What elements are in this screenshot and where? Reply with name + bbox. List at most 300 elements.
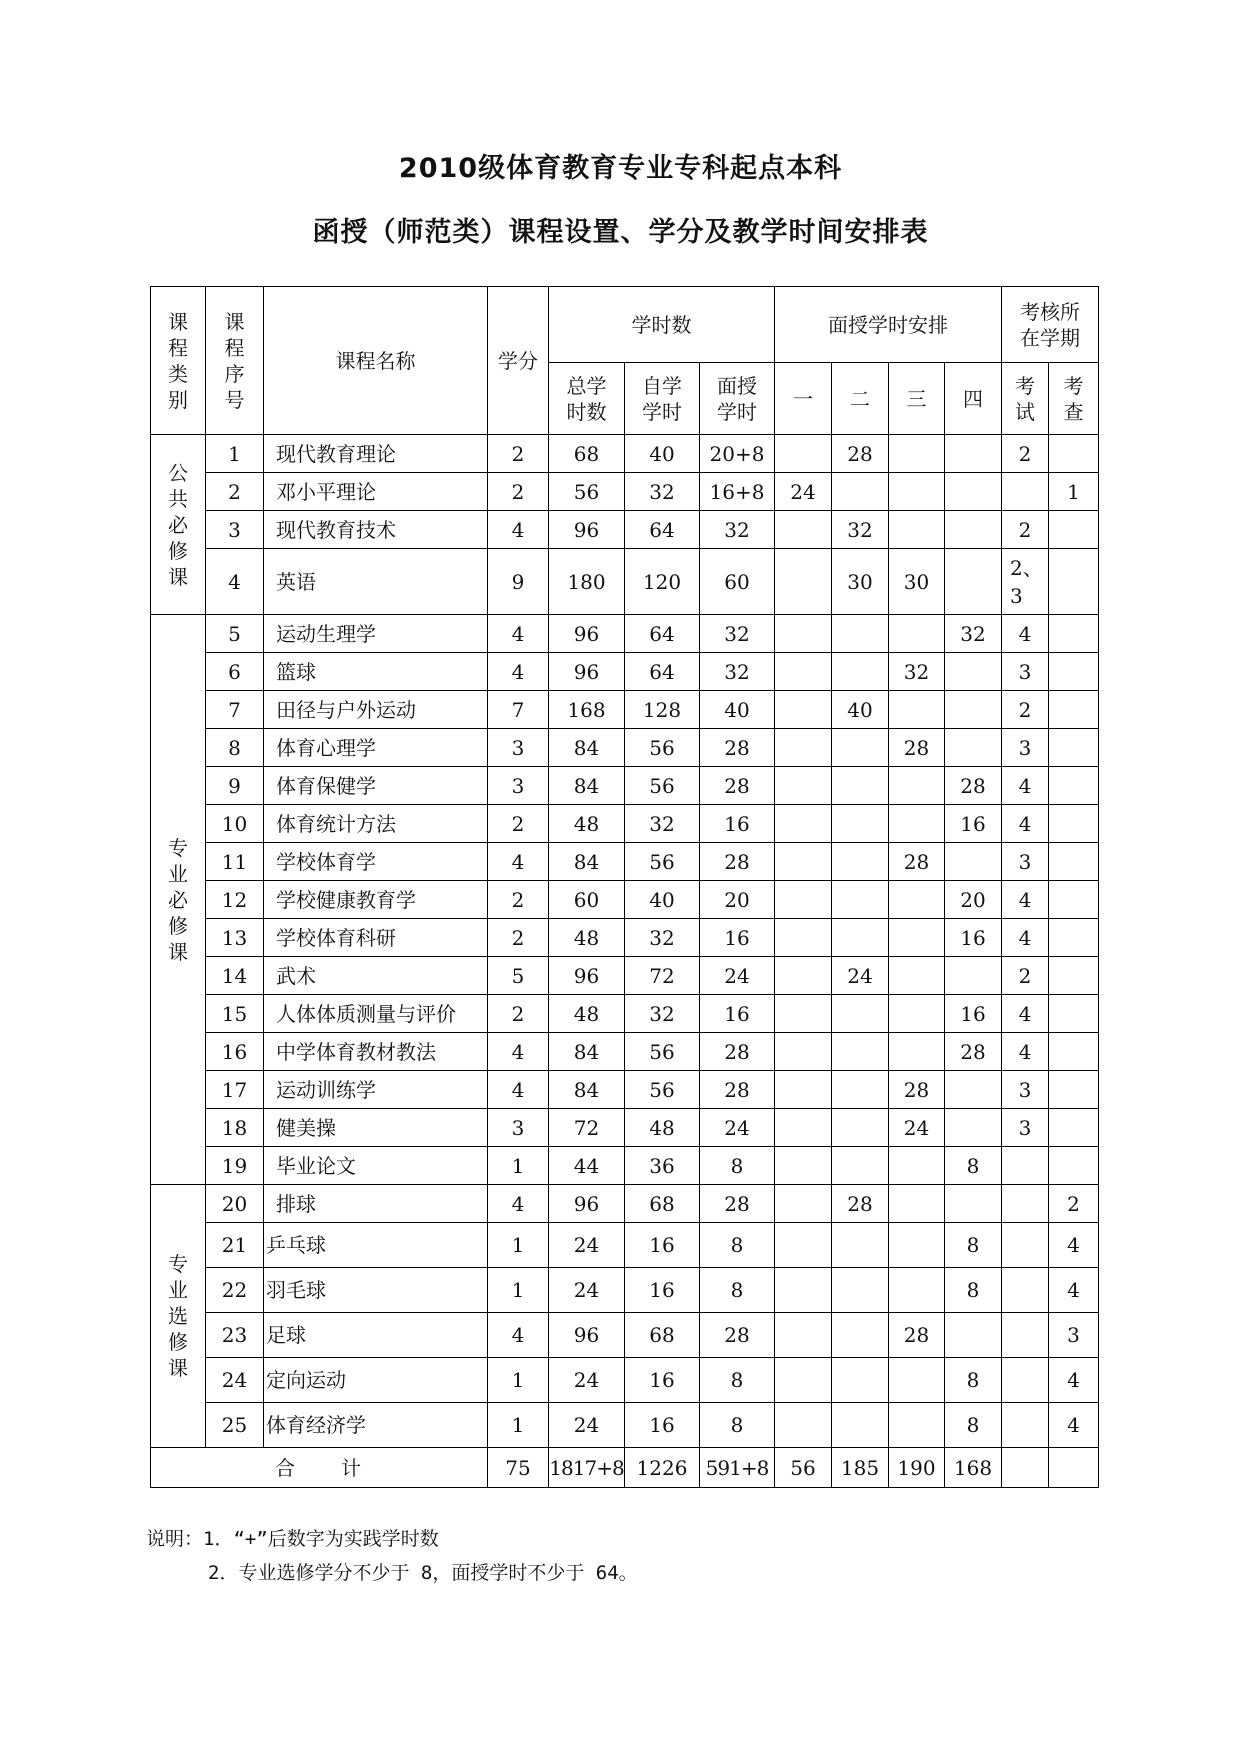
cell-credit: 1 <box>488 1403 549 1448</box>
cell-s4 <box>945 1071 1002 1109</box>
cell-total: 180 <box>549 549 625 615</box>
cell-exam <box>1002 1223 1049 1268</box>
cell-check <box>1049 1109 1099 1147</box>
cell-exam: 4 <box>1002 919 1049 957</box>
cell-credit: 2 <box>488 881 549 919</box>
cell-s3 <box>889 767 945 805</box>
cell-face: 8 <box>700 1358 775 1403</box>
cell-s2 <box>832 1313 889 1358</box>
cell-self: 48 <box>625 1109 700 1147</box>
cell-total: 84 <box>549 767 625 805</box>
document-title-line1: 2010级体育教育专业专科起点本科 <box>398 153 843 184</box>
table-row <box>151 1071 1099 1109</box>
cell-s2 <box>832 1403 889 1448</box>
cell-face: 28 <box>700 843 775 881</box>
course-no-cell: 13 <box>206 919 264 957</box>
header-self: 自学学时 <box>625 363 700 435</box>
cell-total: 44 <box>549 1147 625 1185</box>
cell-self: 32 <box>625 995 700 1033</box>
cell-total: 48 <box>549 995 625 1033</box>
cell-self: 16 <box>625 1403 700 1448</box>
cell-s1 <box>775 615 832 653</box>
course-no-cell: 18 <box>206 1109 264 1147</box>
table-row <box>151 1358 1099 1403</box>
cell-s1 <box>775 881 832 919</box>
header-exam: 考试 <box>1002 363 1049 435</box>
header-sem2: 二 <box>832 363 889 435</box>
cell-s2: 28 <box>832 1185 889 1223</box>
cell-s4 <box>945 1185 1002 1223</box>
note-2: 2．专业选修学分不少于 8，面授学时不少于 64。 <box>208 1562 638 1584</box>
cell-check: 2 <box>1049 1185 1099 1223</box>
course-no-cell: 10 <box>206 805 264 843</box>
cell-s4: 8 <box>945 1268 1002 1313</box>
table-row <box>151 767 1099 805</box>
course-name-cell: 体育保健学 <box>264 767 488 805</box>
total-s2: 185 <box>832 1448 889 1488</box>
course-no-cell: 12 <box>206 881 264 919</box>
course-name-cell: 武术 <box>264 957 488 995</box>
table-row <box>151 1403 1099 1448</box>
cell-exam: 2、3 <box>1002 549 1049 615</box>
course-no-cell: 23 <box>206 1313 264 1358</box>
cell-credit: 4 <box>488 1313 549 1358</box>
table-row <box>151 1147 1099 1185</box>
cell-check <box>1049 729 1099 767</box>
course-no-cell: 9 <box>206 767 264 805</box>
cell-s2 <box>832 805 889 843</box>
cell-s3 <box>889 1147 945 1185</box>
cell-face: 28 <box>700 767 775 805</box>
cell-check: 1 <box>1049 473 1099 511</box>
header-category: 课程类别 <box>151 287 206 435</box>
cell-face: 16 <box>700 919 775 957</box>
table-row <box>151 1185 1099 1223</box>
table-row <box>151 549 1099 615</box>
cell-credit: 9 <box>488 549 549 615</box>
cell-total: 24 <box>549 1403 625 1448</box>
cell-exam <box>1002 1185 1049 1223</box>
cell-face: 24 <box>700 957 775 995</box>
cell-s4: 28 <box>945 1033 1002 1071</box>
course-name-cell: 羽毛球 <box>264 1268 488 1313</box>
cell-check: 4 <box>1049 1268 1099 1313</box>
course-no-cell: 17 <box>206 1071 264 1109</box>
cell-s4: 8 <box>945 1147 1002 1185</box>
cell-credit: 1 <box>488 1358 549 1403</box>
cell-self: 64 <box>625 511 700 549</box>
cell-self: 68 <box>625 1185 700 1223</box>
cell-s4 <box>945 843 1002 881</box>
course-name-cell: 毕业论文 <box>264 1147 488 1185</box>
course-name-cell: 排球 <box>264 1185 488 1223</box>
cell-s1 <box>775 1071 832 1109</box>
cell-face: 8 <box>700 1147 775 1185</box>
course-name-cell: 运动训练学 <box>264 1071 488 1109</box>
cell-credit: 2 <box>488 805 549 843</box>
table-row <box>151 881 1099 919</box>
cell-exam: 4 <box>1002 615 1049 653</box>
cell-s3 <box>889 805 945 843</box>
table-row <box>151 653 1099 691</box>
cell-check: 4 <box>1049 1223 1099 1268</box>
course-name-cell: 体育心理学 <box>264 729 488 767</box>
course-no-cell: 4 <box>206 549 264 615</box>
cell-s1 <box>775 767 832 805</box>
cell-s4: 8 <box>945 1403 1002 1448</box>
cell-total: 96 <box>549 1313 625 1358</box>
total-check <box>1049 1448 1099 1488</box>
cell-face: 32 <box>700 511 775 549</box>
cell-self: 16 <box>625 1223 700 1268</box>
cell-s3 <box>889 1403 945 1448</box>
cell-s4: 32 <box>945 615 1002 653</box>
cell-self: 36 <box>625 1147 700 1185</box>
cell-check <box>1049 691 1099 729</box>
cell-face: 28 <box>700 1033 775 1071</box>
cell-s2 <box>832 729 889 767</box>
total-self: 1226 <box>625 1448 700 1488</box>
cell-face: 20 <box>700 881 775 919</box>
course-name-cell: 定向运动 <box>264 1358 488 1403</box>
cell-s4 <box>945 957 1002 995</box>
course-no-cell: 5 <box>206 615 264 653</box>
cell-s4: 8 <box>945 1223 1002 1268</box>
table-row <box>151 1223 1099 1268</box>
cell-s1 <box>775 1313 832 1358</box>
cell-self: 64 <box>625 653 700 691</box>
cell-s1 <box>775 1185 832 1223</box>
header-sem4: 四 <box>945 363 1002 435</box>
course-name-cell: 体育统计方法 <box>264 805 488 843</box>
cell-s4: 28 <box>945 767 1002 805</box>
cell-exam: 3 <box>1002 653 1049 691</box>
cell-face: 60 <box>700 549 775 615</box>
cell-s3 <box>889 957 945 995</box>
cell-self: 32 <box>625 919 700 957</box>
cell-exam: 2 <box>1002 957 1049 995</box>
cell-s2 <box>832 653 889 691</box>
table-row <box>151 995 1099 1033</box>
header-total: 总学时数 <box>549 363 625 435</box>
cell-s2 <box>832 1033 889 1071</box>
cell-self: 72 <box>625 957 700 995</box>
cell-total: 48 <box>549 919 625 957</box>
cell-check: 4 <box>1049 1358 1099 1403</box>
cell-face: 28 <box>700 1071 775 1109</box>
course-no-cell: 19 <box>206 1147 264 1185</box>
cell-s1 <box>775 1358 832 1403</box>
cell-self: 120 <box>625 549 700 615</box>
cell-total: 168 <box>549 691 625 729</box>
header-sem3: 三 <box>889 363 945 435</box>
header-seq: 课程序号 <box>206 287 264 435</box>
total-credit: 75 <box>488 1448 549 1488</box>
cell-s2: 40 <box>832 691 889 729</box>
cell-s2 <box>832 1358 889 1403</box>
cell-self: 68 <box>625 1313 700 1358</box>
cell-credit: 4 <box>488 1185 549 1223</box>
total-s3: 190 <box>889 1448 945 1488</box>
cell-total: 84 <box>549 1033 625 1071</box>
cell-exam: 2 <box>1002 435 1049 473</box>
cell-s4: 16 <box>945 805 1002 843</box>
course-name-cell: 健美操 <box>264 1109 488 1147</box>
cell-s1: 24 <box>775 473 832 511</box>
cell-total: 96 <box>549 511 625 549</box>
cell-credit: 3 <box>488 729 549 767</box>
cell-credit: 4 <box>488 615 549 653</box>
table-row <box>151 1033 1099 1071</box>
cell-face: 16+8 <box>700 473 775 511</box>
cell-s4: 20 <box>945 881 1002 919</box>
cell-s4: 8 <box>945 1358 1002 1403</box>
cell-self: 40 <box>625 881 700 919</box>
cell-total: 84 <box>549 843 625 881</box>
cell-total: 96 <box>549 615 625 653</box>
cell-check <box>1049 511 1099 549</box>
cell-check <box>1049 653 1099 691</box>
category-cell-major-elective: 专业选修课 <box>151 1185 206 1448</box>
course-no-cell: 21 <box>206 1223 264 1268</box>
cell-total: 24 <box>549 1223 625 1268</box>
cell-s4 <box>945 691 1002 729</box>
table-row <box>151 919 1099 957</box>
cell-s4 <box>945 729 1002 767</box>
course-no-cell: 25 <box>206 1403 264 1448</box>
cell-exam: 2 <box>1002 691 1049 729</box>
cell-exam: 4 <box>1002 767 1049 805</box>
cell-exam <box>1002 1358 1049 1403</box>
cell-self: 40 <box>625 435 700 473</box>
table-row <box>151 1109 1099 1147</box>
cell-s3 <box>889 473 945 511</box>
cell-self: 56 <box>625 843 700 881</box>
cell-self: 128 <box>625 691 700 729</box>
table-row <box>151 805 1099 843</box>
cell-s2: 30 <box>832 549 889 615</box>
table-row <box>151 1313 1099 1358</box>
cell-s1 <box>775 1268 832 1313</box>
cell-self: 16 <box>625 1268 700 1313</box>
cell-s1 <box>775 1033 832 1071</box>
cell-s4 <box>945 511 1002 549</box>
cell-credit: 2 <box>488 995 549 1033</box>
course-name-cell: 现代教育理论 <box>264 435 488 473</box>
course-name-cell: 学校体育科研 <box>264 919 488 957</box>
cell-s3 <box>889 435 945 473</box>
table-row <box>151 957 1099 995</box>
total-face: 591+8 <box>700 1448 775 1488</box>
cell-face: 8 <box>700 1403 775 1448</box>
cell-s1 <box>775 843 832 881</box>
cell-credit: 4 <box>488 653 549 691</box>
course-name-cell: 中学体育教材教法 <box>264 1033 488 1071</box>
cell-credit: 7 <box>488 691 549 729</box>
total-s1: 56 <box>775 1448 832 1488</box>
cell-s2 <box>832 1071 889 1109</box>
course-no-cell: 11 <box>206 843 264 881</box>
cell-s3 <box>889 995 945 1033</box>
course-no-cell: 20 <box>206 1185 264 1223</box>
cell-check <box>1049 549 1099 615</box>
cell-face: 24 <box>700 1109 775 1147</box>
cell-face: 8 <box>700 1268 775 1313</box>
cell-self: 32 <box>625 805 700 843</box>
cell-s1 <box>775 729 832 767</box>
cell-s2 <box>832 881 889 919</box>
cell-exam: 3 <box>1002 1109 1049 1147</box>
cell-s2 <box>832 767 889 805</box>
cell-check: 3 <box>1049 1313 1099 1358</box>
cell-credit: 2 <box>488 435 549 473</box>
table-row <box>151 473 1099 511</box>
cell-check <box>1049 1033 1099 1071</box>
cell-s1 <box>775 1223 832 1268</box>
cell-s3: 30 <box>889 549 945 615</box>
header-name: 课程名称 <box>264 287 488 435</box>
cell-s1 <box>775 1403 832 1448</box>
cell-exam: 3 <box>1002 1071 1049 1109</box>
cell-credit: 2 <box>488 919 549 957</box>
cell-s4 <box>945 549 1002 615</box>
course-name-cell: 邓小平理论 <box>264 473 488 511</box>
course-no-cell: 3 <box>206 511 264 549</box>
cell-s4: 16 <box>945 995 1002 1033</box>
cell-s4 <box>945 1109 1002 1147</box>
course-no-cell: 6 <box>206 653 264 691</box>
total-exam <box>1002 1448 1049 1488</box>
cell-face: 20+8 <box>700 435 775 473</box>
course-no-cell: 24 <box>206 1358 264 1403</box>
cell-face: 40 <box>700 691 775 729</box>
cell-s3 <box>889 1223 945 1268</box>
cell-total: 96 <box>549 957 625 995</box>
cell-self: 16 <box>625 1358 700 1403</box>
cell-face: 16 <box>700 805 775 843</box>
cell-face: 32 <box>700 615 775 653</box>
cell-check <box>1049 615 1099 653</box>
cell-check <box>1049 919 1099 957</box>
course-name-cell: 田径与户外运动 <box>264 691 488 729</box>
cell-total: 48 <box>549 805 625 843</box>
course-name-cell: 现代教育技术 <box>264 511 488 549</box>
cell-total: 84 <box>549 1071 625 1109</box>
cell-s2: 24 <box>832 957 889 995</box>
cell-s3: 24 <box>889 1109 945 1147</box>
document-title-line2: 函授（师范类）课程设置、学分及教学时间安排表 <box>312 217 929 248</box>
cell-total: 68 <box>549 435 625 473</box>
course-no-cell: 16 <box>206 1033 264 1071</box>
cell-credit: 4 <box>488 843 549 881</box>
cell-s3 <box>889 919 945 957</box>
total-row <box>151 1448 1099 1488</box>
cell-check <box>1049 881 1099 919</box>
cell-total: 56 <box>549 473 625 511</box>
cell-credit: 3 <box>488 1109 549 1147</box>
cell-s3 <box>889 1033 945 1071</box>
cell-face: 32 <box>700 653 775 691</box>
cell-s3: 28 <box>889 843 945 881</box>
course-no-cell: 8 <box>206 729 264 767</box>
cell-total: 96 <box>549 653 625 691</box>
total-label: 合 计 <box>151 1448 488 1488</box>
cell-self: 64 <box>625 615 700 653</box>
cell-s3 <box>889 691 945 729</box>
cell-credit: 5 <box>488 957 549 995</box>
course-name-cell: 运动生理学 <box>264 615 488 653</box>
cell-s1 <box>775 435 832 473</box>
cell-s1 <box>775 653 832 691</box>
header-row-1 <box>151 287 1099 363</box>
cell-check <box>1049 843 1099 881</box>
table-row <box>151 729 1099 767</box>
cell-s3: 28 <box>889 1313 945 1358</box>
cell-exam: 4 <box>1002 995 1049 1033</box>
cell-self: 56 <box>625 1071 700 1109</box>
cell-s1 <box>775 995 832 1033</box>
cell-exam: 4 <box>1002 881 1049 919</box>
table-row <box>151 843 1099 881</box>
cell-credit: 4 <box>488 1071 549 1109</box>
cell-self: 56 <box>625 767 700 805</box>
header-schedule: 面授学时安排 <box>775 287 1002 363</box>
cell-s3 <box>889 511 945 549</box>
cell-self: 32 <box>625 473 700 511</box>
cell-self: 56 <box>625 729 700 767</box>
cell-s2 <box>832 843 889 881</box>
course-name-cell: 学校体育学 <box>264 843 488 881</box>
cell-s2 <box>832 1147 889 1185</box>
cell-exam: 2 <box>1002 511 1049 549</box>
cell-s1 <box>775 1147 832 1185</box>
table-row <box>151 435 1099 473</box>
cell-check <box>1049 1071 1099 1109</box>
cell-s4 <box>945 435 1002 473</box>
course-name-cell: 乒乓球 <box>264 1223 488 1268</box>
cell-total: 60 <box>549 881 625 919</box>
cell-credit: 1 <box>488 1268 549 1313</box>
course-name-cell: 学校健康教育学 <box>264 881 488 919</box>
cell-s2 <box>832 1268 889 1313</box>
cell-self: 56 <box>625 1033 700 1071</box>
cell-s3: 28 <box>889 729 945 767</box>
course-no-cell: 14 <box>206 957 264 995</box>
cell-total: 96 <box>549 1185 625 1223</box>
table-row <box>151 1268 1099 1313</box>
cell-exam: 3 <box>1002 729 1049 767</box>
cell-credit: 1 <box>488 1223 549 1268</box>
header-check: 考查 <box>1049 363 1099 435</box>
category-cell-major-required: 专业必修课 <box>151 615 206 1185</box>
cell-s2 <box>832 1109 889 1147</box>
cell-exam <box>1002 1313 1049 1358</box>
cell-check: 4 <box>1049 1403 1099 1448</box>
cell-s2 <box>832 919 889 957</box>
header-hours: 学时数 <box>549 287 775 363</box>
course-no-cell: 22 <box>206 1268 264 1313</box>
cell-total: 24 <box>549 1268 625 1313</box>
cell-s1 <box>775 1109 832 1147</box>
cell-s4 <box>945 1313 1002 1358</box>
course-schedule-table <box>150 286 1099 1488</box>
cell-exam: 3 <box>1002 843 1049 881</box>
course-no-cell: 7 <box>206 691 264 729</box>
cell-s1 <box>775 957 832 995</box>
course-name-cell: 英语 <box>264 549 488 615</box>
note-1: 说明：1．“+”后数字为实践学时数 <box>146 1528 439 1550</box>
cell-s3: 28 <box>889 1071 945 1109</box>
